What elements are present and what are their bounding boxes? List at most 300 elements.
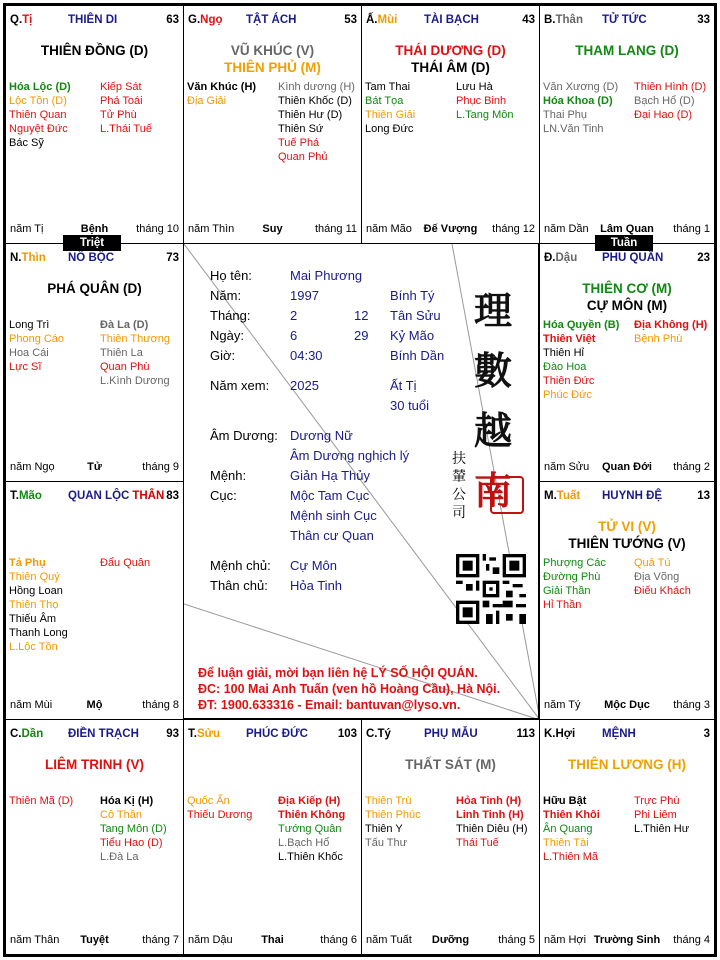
- palace-branch: [10, 490, 42, 502]
- minor-star: Thiên Mã (D): [9, 795, 74, 807]
- main-stars: [540, 42, 714, 59]
- label-menh: Mệnh:: [210, 468, 247, 483]
- seal-small-char-3: 公: [452, 487, 466, 503]
- minor-star: Thiên Trù: [365, 795, 412, 807]
- minor-star: Phong Cáo: [9, 333, 65, 345]
- palace-title-text: TẬT ÁCH: [246, 14, 297, 26]
- value-cuc: Mộc Tam Cục: [290, 488, 370, 503]
- minor-star: L.Đà La: [100, 851, 139, 863]
- palace-branch: [188, 728, 220, 740]
- palace-header: [10, 252, 179, 268]
- palace-header: [10, 14, 179, 30]
- minor-star: Tấu Thư: [365, 837, 408, 849]
- value-ho-ten: Mai Phương: [290, 268, 363, 283]
- palace-title: [602, 252, 666, 264]
- minor-star: Bạch Hổ (D): [634, 95, 695, 107]
- palace-stage: Trường Sinh: [593, 934, 661, 946]
- main-star: THIÊN TƯỚNG (V): [568, 536, 686, 551]
- minor-star: Hóa Quyền (B): [543, 319, 620, 331]
- palace-branch-name: Mùi: [377, 14, 398, 26]
- minor-star: Bác Sỹ: [9, 137, 44, 149]
- main-stars: [540, 756, 714, 773]
- minor-star: Long Đức: [365, 123, 414, 135]
- minor-star: Tam Thai: [365, 81, 411, 93]
- palace-branch: [544, 728, 575, 740]
- palace-number: 53: [344, 14, 357, 26]
- minor-star: Thiên Y: [365, 823, 403, 835]
- palace-branch-name: Tị: [22, 14, 33, 26]
- value-ngay-am: 29: [354, 328, 369, 343]
- value-nam-can: Bính Tý: [390, 288, 435, 303]
- palace-title-text: NÔ BỘC: [68, 252, 114, 264]
- palace-number: 93: [166, 728, 179, 740]
- palace-number: 13: [697, 490, 710, 502]
- palace-header: [544, 252, 710, 268]
- calligraphy-char-2: 數: [474, 348, 513, 393]
- palace-branch-name: Mão: [18, 490, 42, 502]
- label-nam: Năm:: [210, 288, 242, 303]
- palace-month: tháng 9: [142, 461, 179, 473]
- palace-8: [5, 719, 184, 955]
- minor-star: Trực Phù: [634, 795, 680, 807]
- palace-number: 43: [522, 14, 535, 26]
- minor-stars-left: [9, 794, 73, 808]
- minor-stars-left: [9, 556, 68, 654]
- minor-star: Lưu Hà: [456, 81, 493, 93]
- minor-star: Văn Xương (D): [543, 81, 619, 93]
- palace-title: [68, 728, 142, 740]
- minor-star: L.Thiên Khốc: [278, 851, 343, 863]
- minor-stars-left: [365, 794, 421, 850]
- minor-star: Đẩu Quân: [100, 557, 151, 569]
- minor-star: Thiên Khôi: [543, 809, 600, 821]
- palace-3: [539, 5, 715, 244]
- palace-number: 63: [166, 14, 179, 26]
- minor-star: Địa Võng: [634, 571, 680, 583]
- minor-stars-right: [100, 318, 170, 388]
- center-info-panel: [183, 243, 539, 719]
- minor-stars-right: [634, 80, 706, 122]
- triet-marker: Triệt: [63, 235, 121, 251]
- minor-star: Thiên Giải: [365, 109, 416, 121]
- palace-stem: T.: [10, 490, 19, 502]
- palace-title: [602, 728, 639, 740]
- minor-star: Thái Tuế: [456, 837, 499, 849]
- minor-star: Hỉ Thần: [543, 599, 582, 611]
- palace-year: năm Ngọ: [10, 461, 55, 473]
- minor-star: Hỏa Tinh (H): [456, 795, 522, 807]
- main-star: VŨ KHÚC (V): [230, 43, 315, 58]
- minor-star: Hóa Kị (H): [100, 795, 154, 807]
- main-star: LIÊM TRINH (V): [45, 757, 144, 772]
- palace-title: [246, 728, 311, 740]
- minor-star: Giải Thần: [543, 585, 591, 597]
- palace-footer: [366, 223, 535, 237]
- value-am-duong: Dương Nữ: [290, 428, 353, 443]
- palace-title-text: TÀI BẠCH: [424, 14, 479, 26]
- minor-star: Thiên Phúc: [365, 809, 421, 821]
- palace-stem: B.: [544, 14, 556, 26]
- palace-stem: K.: [544, 728, 556, 740]
- value-nam-xem: 2025: [290, 378, 319, 393]
- palace-month: tháng 4: [673, 934, 710, 946]
- main-star: TỬ VI (V): [598, 519, 656, 534]
- palace-branch: [188, 14, 223, 26]
- main-star: THIÊN CƠ (M): [582, 281, 672, 296]
- minor-star: Điếu Khách: [634, 585, 691, 597]
- palace-footer: [544, 934, 710, 948]
- minor-star: Lộc Tồn (D): [9, 95, 67, 107]
- minor-stars-right: [634, 556, 691, 598]
- palace-header: [10, 728, 179, 744]
- palace-header: [188, 14, 357, 30]
- minor-star: Hoa Cái: [9, 347, 49, 359]
- palace-title-text: PHU QUÂN: [602, 252, 664, 264]
- minor-stars-left: [543, 80, 618, 136]
- minor-star: Thiên Thương: [100, 333, 171, 345]
- minor-star: Địa Kiếp (H): [278, 795, 341, 807]
- palace-branch-name: Thân: [555, 14, 583, 26]
- palace-title: [602, 14, 650, 26]
- palace-month: tháng 7: [142, 934, 179, 946]
- minor-star: L.Thiên Mã: [543, 851, 599, 863]
- minor-star: Thiên Thọ: [9, 599, 59, 611]
- palace-year: năm Mùi: [10, 699, 53, 711]
- palace-title-text: TỬ TỨC: [602, 14, 647, 26]
- palace-stage: Quan Đới: [602, 461, 652, 473]
- main-stars: [184, 42, 361, 76]
- palace-footer: [544, 461, 710, 475]
- palace-month: tháng 8: [142, 699, 179, 711]
- palace-footer: [366, 934, 535, 948]
- palace-branch-name: Dậu: [555, 252, 578, 264]
- palace-1: [183, 5, 362, 244]
- palace-stem: N.: [10, 252, 22, 264]
- palace-stage: Thai: [261, 934, 284, 946]
- label-ho-ten: Họ tên:: [210, 268, 252, 283]
- palace-month: tháng 5: [498, 934, 535, 946]
- palace-branch-name: Tý: [377, 728, 391, 740]
- palace-month: tháng 3: [673, 699, 710, 711]
- palace-year: năm Thìn: [188, 223, 235, 235]
- minor-stars-right: [100, 794, 167, 864]
- minor-stars-right: [456, 80, 513, 122]
- minor-star: Phá Toái: [100, 95, 143, 107]
- minor-star: Bát Tọa: [365, 95, 404, 107]
- minor-star: Tuế Phá: [278, 137, 320, 149]
- minor-star: L.Lộc Tồn: [9, 641, 58, 653]
- palace-branch: [366, 728, 391, 740]
- value-cuc-2: Mệnh sinh Cục: [290, 508, 377, 523]
- minor-star: Phúc Đức: [543, 389, 592, 401]
- palace-title: [68, 490, 164, 502]
- qr-code: [456, 554, 526, 624]
- minor-star: Thiên Quan: [9, 109, 67, 121]
- seal-small-char-2: 輦: [452, 469, 466, 485]
- palace-title-text: PHỤ MẪU: [424, 728, 478, 740]
- minor-stars-left: [187, 80, 256, 108]
- minor-star: Hóa Lộc (D): [9, 81, 71, 93]
- palace-stage: Tử: [87, 461, 102, 473]
- main-stars: [540, 518, 714, 552]
- minor-star: Hữu Bật: [543, 795, 587, 807]
- palace-stage: Bệnh: [80, 223, 109, 235]
- label-cuc: Cục:: [210, 488, 237, 503]
- palace-footer: [188, 934, 357, 948]
- palace-branch-name: Dần: [21, 728, 44, 740]
- minor-stars-right: [100, 80, 152, 136]
- palace-stage: Lâm Quan: [600, 223, 654, 235]
- minor-star: Thiên Quý: [9, 571, 60, 583]
- main-star: THÁI ÂM (D): [411, 60, 490, 75]
- contact-line-2: ĐC: 100 Mai Anh Tuấn (ven hồ Hoàng Cầu), Hà Nội.: [198, 682, 501, 696]
- contact-line-1: Để luận giải, mời bạn liên hệ LÝ SỐ HỘI QUÁN.: [198, 666, 478, 680]
- palace-branch-name: Tuất: [556, 490, 581, 502]
- minor-star: Nguyệt Đức: [9, 123, 68, 135]
- minor-star: Hồng Loan: [9, 585, 63, 597]
- minor-stars-right: [100, 556, 150, 570]
- main-stars: [6, 756, 183, 773]
- value-cuc-3: Thân cư Quan: [290, 528, 374, 543]
- minor-stars-left: [365, 80, 415, 136]
- palace-11: [539, 719, 715, 955]
- minor-stars-left: [9, 80, 71, 150]
- minor-star: L.Tang Môn: [456, 109, 514, 121]
- minor-star: Đào Hoa: [543, 361, 587, 373]
- tuan-marker: Tuần: [595, 235, 653, 251]
- minor-stars-left: [543, 556, 606, 612]
- value-am-duong-2: Âm Dương nghịch lý: [290, 448, 410, 463]
- minor-star: Thiên Đức: [543, 375, 595, 387]
- palace-month: tháng 1: [673, 223, 710, 235]
- minor-star: L.Thái Tuế: [100, 123, 152, 135]
- value-gio-can: Bính Dần: [390, 348, 445, 363]
- minor-stars-left: [9, 318, 64, 374]
- palace-branch-name: Ngọ: [200, 14, 223, 26]
- contact-line-3: ĐT: 1900.633316 - Email: bantuvan@lyso.vn.: [198, 698, 461, 712]
- value-than-chu: Hỏa Tinh: [290, 578, 343, 593]
- palace-month: tháng 10: [136, 223, 179, 235]
- palace-year: năm Thân: [10, 934, 60, 946]
- minor-star: Hóa Khoa (D): [543, 95, 613, 107]
- minor-star: Quốc Ấn: [187, 795, 230, 807]
- palace-year: năm Dậu: [188, 934, 233, 946]
- minor-star: Thiên Hỉ: [543, 347, 584, 359]
- palace-stage: Đế Vượng: [423, 223, 478, 235]
- palace-year: năm Tị: [10, 223, 44, 235]
- minor-stars-left: [543, 794, 600, 864]
- value-thang: 2: [290, 308, 298, 323]
- value-menh: Giản Hạ Thủy: [290, 468, 370, 483]
- minor-stars-right: [278, 794, 345, 864]
- minor-star: Tướng Quân: [278, 823, 342, 835]
- value-ngay-can: Kỷ Mão: [390, 328, 435, 343]
- main-stars: [6, 280, 183, 297]
- minor-star: Long Trì: [9, 319, 50, 331]
- minor-star: L.Bạch Hổ: [278, 837, 330, 849]
- palace-stage: Mộc Dục: [604, 699, 650, 711]
- palace-stage: Suy: [262, 223, 283, 235]
- palace-title-text: THIÊN DI: [68, 14, 118, 26]
- palace-stem: C.: [10, 728, 22, 740]
- minor-star: Quan Phù: [100, 361, 150, 373]
- palace-number: 33: [697, 14, 710, 26]
- palace-year: năm Dần: [544, 223, 589, 235]
- palace-branch: [10, 252, 46, 264]
- palace-branch: [10, 14, 32, 26]
- minor-star: Thiếu Dương: [187, 809, 253, 821]
- minor-star: Đường Phù: [543, 571, 601, 583]
- seal-small-char-1: 扶: [452, 451, 466, 467]
- minor-star: Thiên Việt: [543, 333, 596, 345]
- palace-number: 3: [703, 728, 710, 740]
- seal-small-char-4: 司: [452, 505, 466, 521]
- palace-stem: Đ.: [544, 252, 556, 264]
- calligraphy-char-4: 南: [474, 468, 513, 513]
- minor-star: Thiên Tài: [543, 837, 589, 849]
- minor-star: Thai Phụ: [543, 109, 588, 121]
- palace-4: [5, 243, 184, 482]
- palace-year: năm Hợi: [544, 934, 587, 946]
- minor-star: Linh Tinh (H): [456, 809, 524, 821]
- label-ngay: Ngày:: [210, 328, 244, 343]
- value-tuoi: 30 tuổi: [390, 398, 430, 413]
- palace-month: tháng 11: [314, 223, 357, 235]
- minor-star: Thanh Long: [9, 627, 68, 639]
- minor-stars-right: [456, 794, 528, 850]
- minor-star: Phục Binh: [456, 95, 507, 107]
- palace-stem: Q.: [10, 14, 23, 26]
- main-stars: [362, 756, 539, 773]
- palace-footer: [10, 699, 179, 713]
- palace-title: [424, 728, 481, 740]
- main-stars: [362, 42, 539, 76]
- palace-stem: Ấ.: [366, 14, 378, 26]
- minor-star: Văn Khúc (H): [187, 81, 257, 93]
- palace-stage: Mộ: [86, 699, 103, 711]
- minor-star: Tả Phụ: [9, 557, 46, 569]
- main-star: THÁI DƯƠNG (D): [395, 43, 506, 58]
- palace-title: [424, 14, 482, 26]
- minor-star: Kình dương (H): [278, 81, 355, 93]
- palace-number: 103: [337, 728, 357, 740]
- label-am-duong: Âm Dương:: [210, 428, 278, 443]
- palace-year: năm Tuất: [366, 934, 412, 946]
- palace-number: 23: [697, 252, 710, 264]
- minor-star: Thiên Sứ: [278, 123, 324, 135]
- palace-title-text: HUYNH ĐỆ: [602, 490, 663, 502]
- palace-header: [544, 490, 710, 506]
- palace-2: [361, 5, 540, 244]
- palace-stage: Dưỡng: [431, 934, 470, 946]
- palace-9: [183, 719, 362, 955]
- value-thang-can: Tân Sửu: [390, 308, 441, 323]
- value-ngay: 6: [290, 328, 298, 343]
- palace-month: tháng 2: [673, 461, 710, 473]
- main-star: THIÊN PHỦ (M): [224, 60, 321, 75]
- minor-star: Cô Thần: [100, 809, 142, 821]
- minor-star: Địa Không (H): [634, 319, 708, 331]
- minor-star: Đà La (D): [100, 319, 149, 331]
- palace-year: năm Mão: [366, 223, 412, 235]
- minor-star: L.Thiên Hư: [634, 823, 690, 835]
- value-nam-xem-can: Ất Tị: [390, 378, 417, 393]
- palace-number: 73: [166, 252, 179, 264]
- palace-5: [539, 243, 715, 482]
- minor-star: Thiên Hình (D): [634, 81, 707, 93]
- main-star: THIÊN ĐỒNG (D): [40, 43, 149, 58]
- palace-10: [361, 719, 540, 955]
- minor-star: Thiên Khốc (D): [278, 95, 352, 107]
- palace-title: [602, 490, 665, 502]
- label-gio: Giờ:: [210, 348, 236, 363]
- calligraphy-char-3: 越: [474, 408, 513, 453]
- minor-stars-left: [543, 318, 619, 402]
- palace-6: [5, 481, 184, 720]
- minor-star: Phượng Các: [543, 557, 606, 569]
- minor-stars-right: [278, 80, 355, 164]
- value-menh-chu: Cự Môn: [290, 558, 337, 573]
- minor-star: Quan Phủ: [278, 151, 328, 163]
- palace-header: [366, 728, 535, 744]
- palace-footer: [10, 461, 179, 475]
- minor-star: Tang Môn (D): [100, 823, 167, 835]
- palace-branch: [544, 252, 577, 264]
- main-stars: [6, 42, 183, 59]
- label-thang: Tháng:: [210, 308, 251, 323]
- value-gio: 04:30: [290, 348, 323, 363]
- main-star: THAM LANG (D): [575, 43, 679, 58]
- palace-footer: [544, 699, 710, 713]
- minor-star: Đại Hao (D): [634, 109, 693, 121]
- minor-star: Thiếu Âm: [9, 613, 57, 625]
- palace-branch: [366, 14, 397, 26]
- palace-branch: [544, 14, 583, 26]
- value-thang-am: 12: [354, 308, 369, 323]
- palace-stem: C.: [366, 728, 378, 740]
- label-nam-xem: Năm xem:: [210, 378, 270, 393]
- palace-branch-name: Sửu: [196, 728, 220, 740]
- palace-year: năm Tý: [544, 699, 581, 711]
- main-stars: [540, 280, 714, 314]
- palace-title-text: PHÚC ĐỨC: [246, 728, 308, 740]
- palace-title-text: MỆNH: [602, 728, 636, 740]
- palace-header: [544, 14, 710, 30]
- palace-branch: [544, 490, 580, 502]
- palace-number: 83: [166, 490, 179, 502]
- minor-stars-left: [187, 794, 252, 822]
- palace-7: [539, 481, 715, 720]
- seal-stamp: [490, 476, 524, 514]
- main-star: THIÊN LƯƠNG (H): [568, 757, 686, 772]
- minor-stars-right: [634, 794, 689, 836]
- label-than-chu: Thân chủ:: [210, 578, 268, 593]
- palace-footer: [188, 223, 357, 237]
- minor-star: LN.Văn Tinh: [543, 123, 604, 135]
- palace-branch: [10, 728, 43, 740]
- minor-star: Thiên Không: [278, 809, 346, 821]
- label-menh-chu: Mệnh chủ:: [210, 558, 271, 573]
- calligraphy-char-1: 理: [474, 288, 513, 333]
- minor-stars-right: [634, 318, 707, 346]
- main-star: CỰ MÔN (M): [586, 298, 668, 313]
- palace-number: 113: [516, 728, 535, 740]
- palace-title-text: QUAN LỘC: [68, 490, 130, 502]
- palace-stage: Tuyệt: [80, 934, 109, 946]
- minor-star: Địa Giải: [187, 95, 227, 107]
- palace-title: [68, 252, 117, 264]
- value-nam: 1997: [290, 288, 319, 303]
